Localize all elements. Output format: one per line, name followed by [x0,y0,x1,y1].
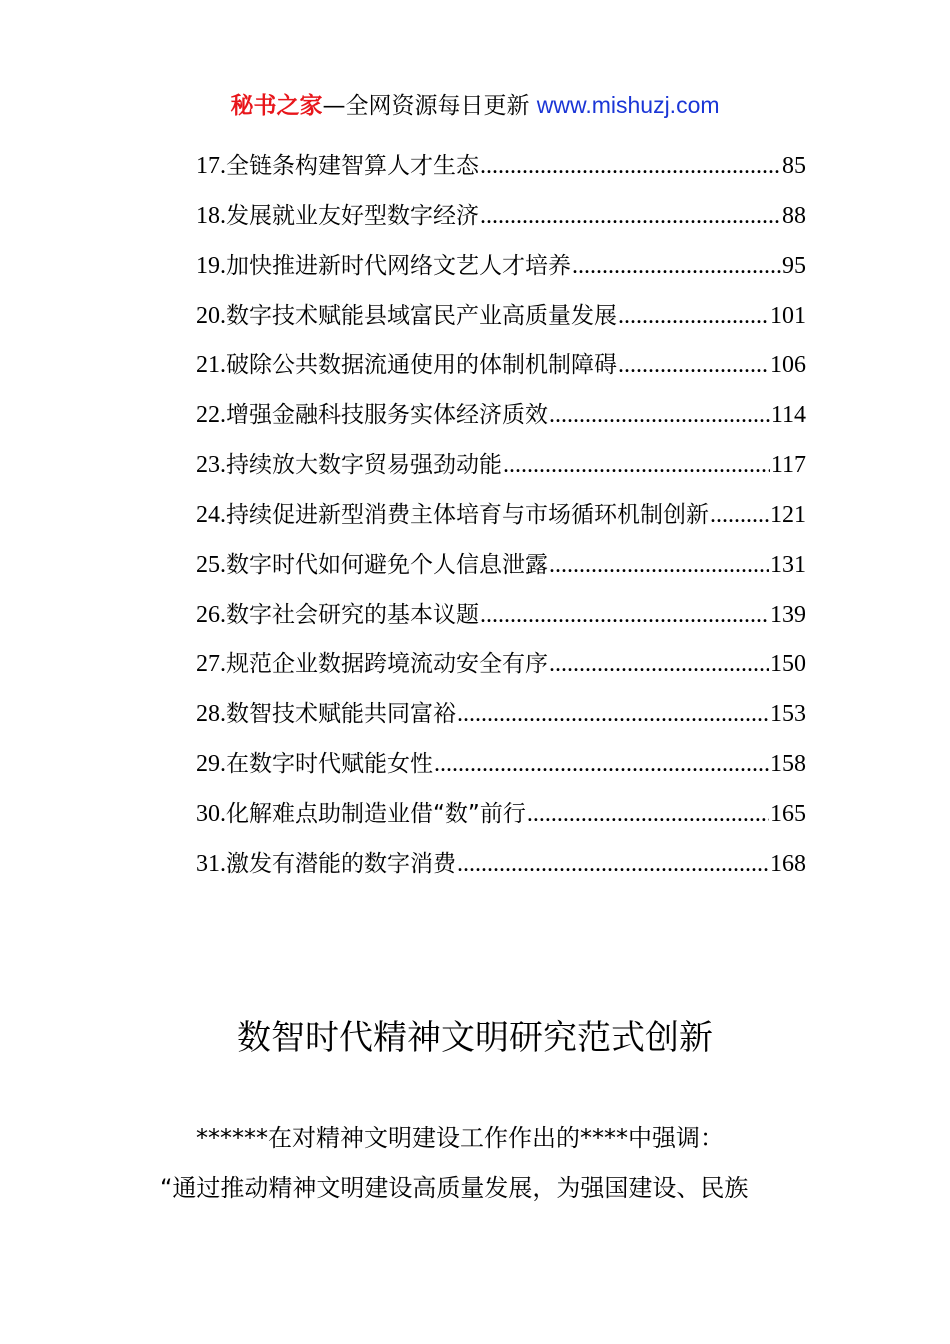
toc-entry-page: 88 [782,202,806,229]
toc-entry-page: 101 [770,302,806,329]
toc-entry-page: 131 [770,551,806,578]
toc-entry-number: 27. [196,651,226,678]
toc-entry[interactable] [196,397,806,447]
toc-leader-dots [527,796,769,832]
toc-entry-title: 数字社会研究的基本议题 [226,601,479,628]
toc-entry-page: 106 [770,352,806,379]
toc-entry-title: 数字时代如何避免个人信息泄露 [226,551,548,578]
toc-entry-title: 发展就业友好型数字经济 [226,202,479,229]
toc-entry-page: 153 [770,701,806,728]
toc-leader-dots [618,347,769,383]
site-tagline: —全网资源每日更新 [322,93,530,119]
toc-entry-title: 持续放大数字贸易强劲动能 [226,452,502,479]
article-paragraph-line-2: “通过推动精神文明建设高质量发展，为强国建设、民族 [160,1174,749,1202]
toc-entry-page: 85 [782,153,806,179]
toc-entry[interactable] [196,547,806,597]
toc-entry-number: 19. [196,252,226,279]
toc-entry-number: 28. [196,701,226,728]
toc-entry-page: 139 [770,601,806,628]
toc-entry-page: 150 [770,651,806,678]
toc-entry[interactable] [196,347,806,397]
toc-entry[interactable] [196,696,806,746]
toc-entry-page: 117 [770,452,806,479]
toc-leader-dots [457,696,769,732]
site-url-link[interactable]: www.mishuzj.com [536,92,720,118]
toc-entry[interactable] [196,846,806,896]
toc-entry-title: 增强金融科技服务实体经济质效 [226,402,548,429]
toc-leader-dots [549,646,769,682]
toc-entry[interactable] [196,248,806,298]
article-paragraph-line-1: ******在对精神文明建设工作作出的****中强调： [196,1124,724,1152]
table-of-contents [196,148,806,896]
toc-entry-page: 114 [770,402,806,429]
site-header [0,88,950,123]
toc-entry-number: 24. [196,501,226,528]
article-title: 数智时代精神文明研究范式创新 [237,1018,713,1058]
toc-entry[interactable] [196,198,806,248]
toc-entry-title: 规范企业数据跨境流动安全有序 [226,651,548,678]
toc-entry-number: 23. [196,452,226,479]
toc-entry[interactable] [196,148,806,198]
toc-entry-number: 18. [196,202,226,229]
toc-entry-title: 持续促进新型消费主体培育与市场循环机制创新 [226,501,709,528]
toc-entry-title: 加快推进新时代网络文艺人才培养 [226,252,571,279]
toc-entry[interactable] [196,597,806,647]
toc-leader-dots [457,846,769,882]
toc-leader-dots [549,547,769,583]
toc-entry[interactable] [196,646,806,696]
toc-entry-number: 26. [196,601,226,628]
toc-entry-title: 全链条构建智算人才生态 [226,153,479,179]
toc-entry[interactable] [196,746,806,796]
toc-leader-dots [618,298,769,334]
toc-leader-dots [480,597,769,633]
toc-entry-page: 158 [770,751,806,778]
toc-entry-number: 22. [196,402,226,429]
toc-leader-dots [480,198,781,234]
toc-entry-number: 29. [196,751,226,778]
toc-entry[interactable] [196,298,806,348]
toc-entry-title: 激发有潜能的数字消费 [226,850,456,877]
toc-entry-title: 数字技术赋能县域富民产业高质量发展 [226,302,617,329]
toc-entry-number: 31. [196,850,226,877]
toc-entry[interactable] [196,447,806,497]
toc-entry-title: 化解难点助制造业借“数”前行 [226,800,526,827]
toc-entry-number: 20. [196,302,226,329]
site-brand: 秘书之家 [230,93,323,119]
toc-leader-dots [549,397,770,433]
toc-entry-number: 30. [196,800,226,827]
toc-entry-page: 168 [770,850,806,877]
toc-entry[interactable] [196,796,806,846]
toc-entry[interactable] [196,497,806,547]
toc-leader-dots [710,497,769,533]
toc-leader-dots [503,447,770,483]
toc-entry-number: 21. [196,352,226,379]
toc-entry-title: 在数字时代赋能女性 [226,751,433,778]
toc-entry-page: 165 [770,800,806,827]
toc-leader-dots [434,746,769,782]
toc-entry-page: 121 [770,501,806,528]
toc-entry-number: 17. [196,153,226,179]
toc-entry-title: 破除公共数据流通使用的体制机制障碍 [226,352,617,379]
toc-leader-dots [572,248,781,284]
toc-entry-page: 95 [782,252,806,279]
toc-entry-title: 数智技术赋能共同富裕 [226,701,456,728]
toc-entry-number: 25. [196,551,226,578]
toc-leader-dots [480,148,781,184]
